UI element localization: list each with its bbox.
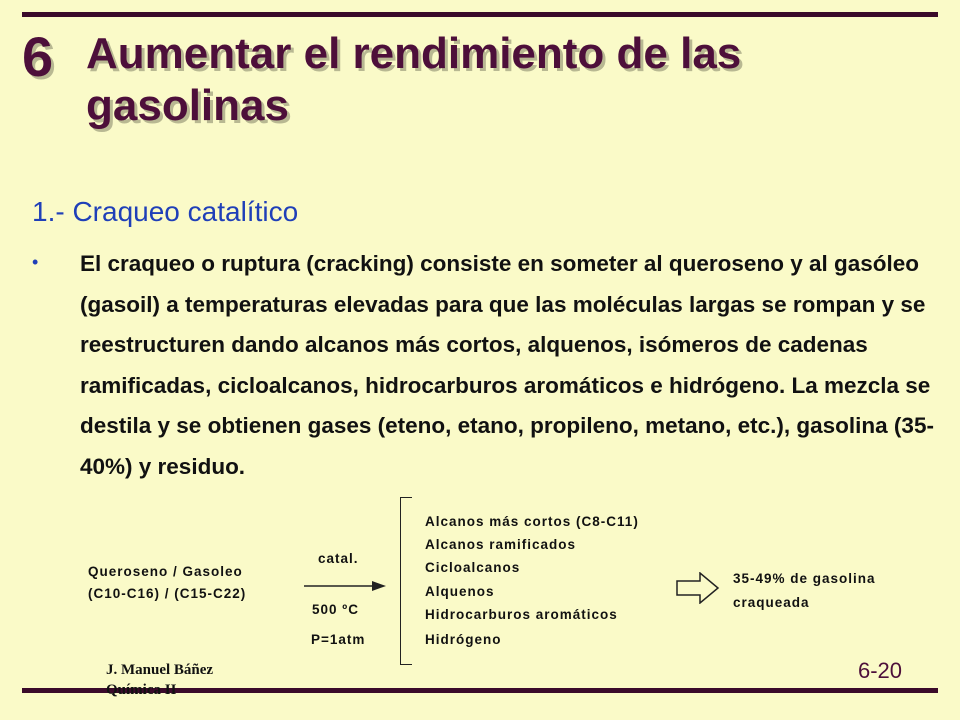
footer-author [106,660,213,700]
result-percentage: 35-49% de gasolina [733,571,876,586]
product-item: Alcanos ramificados [425,537,577,552]
product-item: Hidrocarburos aromáticos [425,607,618,622]
product-item: Cicloalcanos [425,560,521,575]
slide-number: 6 [22,25,54,88]
author-name: J. Manuel Báñez [106,662,214,678]
product-item: Hidrógeno [425,632,502,647]
bullet-marker: • [32,252,39,272]
page-number: 6-20 [858,658,903,683]
reaction-arrow-icon [304,578,386,594]
slide-title: Aumentar el rendimiento de las gasolinas [86,29,742,130]
temperature-label: 500 ºC [312,602,359,617]
section-subtitle: 1.- Craqueo catalítico [32,196,299,227]
reactant-names: Queroseno / Gasoleo [88,564,243,579]
pressure-label: P=1atm [311,632,366,647]
result-label: craqueada [733,595,810,610]
course-name: Química II [106,682,177,698]
result-arrow-icon [676,572,720,604]
products-bracket [400,497,412,665]
top-rule [22,12,938,17]
reactant-formulas: (C10-C16) / (C15-C22) [88,586,247,601]
catalyst-label: catal. [318,551,359,566]
product-item: Alquenos [425,584,495,599]
bullet-paragraph: El craqueo o ruptura (cracking) consiste en someter al queroseno y al gasóleo (gasoil) a temperaturas elevadas para que las moléculas largas se rompan y se reestructuren dando alcanos más cortos, alquenos, isómeros de cadenas ramificadas, cicloalcanos, hidrocarburos aromáticos e hidrógeno. La mezcla se destila y se obtienen gases (eteno, etano, propileno, metano, etc.), gasolina (35-40%) y residuo. [80,251,934,479]
product-item: Alcanos más cortos (C8-C11) [425,514,639,529]
